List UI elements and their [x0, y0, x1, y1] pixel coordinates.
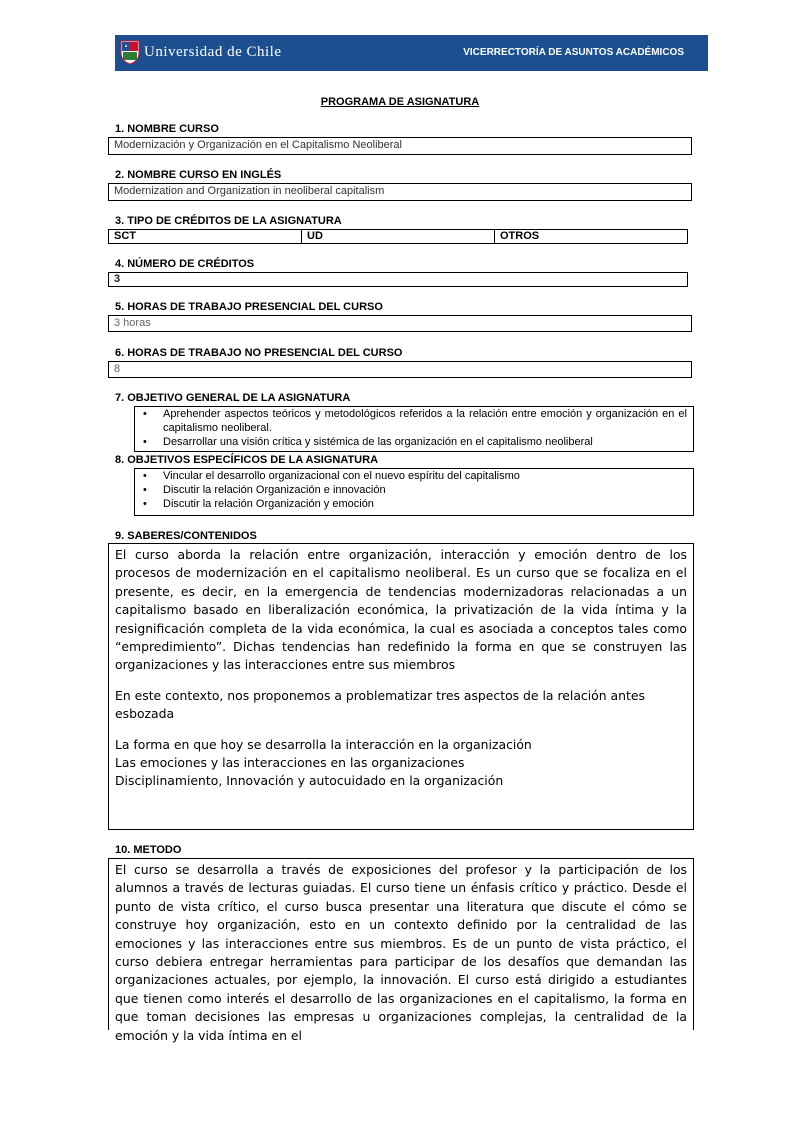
course-name-english-field: Modernization and Organization in neoliberal capitalism	[108, 183, 692, 201]
topic-item: Disciplinamiento, Innovación y autocuidado en la organización	[115, 773, 504, 789]
credit-types-table	[108, 229, 688, 244]
general-objectives-list	[134, 406, 694, 452]
contents-box	[108, 543, 694, 830]
section-5-label: 5. HORAS DE TRABAJO PRESENCIAL DEL CURSO	[115, 301, 383, 313]
list-item: • Desarrollar una visión crítica y sistémica de las organización en el capitalismo neoliberal	[163, 435, 687, 449]
list-item: • Discutir la relación Organización e innovación	[163, 483, 687, 497]
list-item: • Aprehender aspectos teóricos y metodológicos referidos a la relación entre emoción y organización en el capitalismo neoliberal.	[163, 407, 687, 435]
section-2-label: 2. NOMBRE CURSO EN INGLÉS	[115, 169, 282, 181]
specific-objectives-list	[134, 468, 694, 516]
non-presential-hours-field: 8	[108, 361, 692, 378]
section-6-label: 6. HORAS DE TRABAJO NO PRESENCIAL DEL CURSO	[115, 347, 403, 359]
topic-item: La forma en que hoy se desarrolla la interacción en la organización	[115, 736, 532, 752]
section-4-label: 4. NÚMERO DE CRÉDITOS	[115, 258, 255, 270]
credits-number-field: 3	[108, 272, 688, 287]
section-8-label: 8. OBJETIVOS ESPECÍFICOS DE LA ASIGNATURA	[115, 454, 379, 466]
document-title: PROGRAMA DE ASIGNATURA	[320, 96, 480, 108]
university-name: Universidad de Chile	[144, 44, 282, 60]
contents-paragraph: El curso aborda la relación entre organización, interacción y emoción dentro de los procesos de modernización en el capitalismo neoliberal. Es un curso que se focaliza en el presente, es decir, en la emergencia de tendencias modernizadoras relacionadas a un capitalismo basado en liberalización económica, la privatización de la vida íntima y la resignificación completa de la vida económica, la cual es asociada a conceptos tales como “empredimiento”. Dichas tendencias han redefinido la forma en que se construyen las organizaciones y las interacciones entre sus miembros	[115, 547, 687, 673]
course-name-field: Modernización y Organización en el Capitalismo Neoliberal	[108, 137, 692, 155]
contents-intro: En este contexto, nos proponemos a problematizar tres aspectos de la relación antes esbozada	[115, 687, 645, 722]
credit-type-otros: OTROS	[500, 230, 540, 242]
section-7-label: 7. OBJETIVO GENERAL DE LA ASIGNATURA	[115, 392, 351, 404]
presential-hours-field: 3 horas	[108, 315, 692, 332]
list-item: • Vincular el desarrollo organizacional con el nuevo espíritu del capitalismo	[163, 469, 687, 483]
method-box	[108, 858, 694, 1043]
office-name: VICERRECTORÍA DE ASUNTOS ACADÉMICOS	[463, 47, 684, 58]
header-banner	[115, 35, 708, 71]
credit-type-ud: UD	[302, 230, 495, 243]
section-3-label: 3. TIPO DE CRÉDITOS DE LA ASIGNATURA	[115, 215, 342, 227]
section-9-label: 9. SABERES/CONTENIDOS	[115, 530, 257, 542]
credit-type-sct: SCT	[109, 230, 302, 243]
section-1-label: 1. NOMBRE CURSO	[115, 123, 219, 135]
university-shield-icon	[120, 39, 140, 65]
topic-item: Las emociones y las interacciones en las organizaciones	[115, 755, 465, 771]
method-paragraph: El curso se desarrolla a través de exposiciones del profesor y la participación de los alumnos a través de lecturas guiadas. El curso tiene un énfasis crítico y práctico. Desde el punto de vista crítico, el curso busca presentar una literatura que discute el cómo se construye hoy organización, esto en un contexto definido por la centralidad de las emociones y las interacciones entre sus miembros. Es de un punto de vista práctico, el curso debiera entregar herramientas para participar de los desafíos que demandan las organizaciones actuales, por ejemplo, la innovación. El curso está dirigido a estudiantes que tienen como interés el desarrollo de las organizaciones en el capitalismo, la forma en que toman decisiones las empresas u organizaciones complejas, la centralidad de la emoción y la vida íntima en el	[115, 862, 687, 1043]
section-10-label: 10. METODO	[115, 844, 182, 856]
list-item: • Discutir la relación Organización y emoción	[163, 497, 687, 511]
